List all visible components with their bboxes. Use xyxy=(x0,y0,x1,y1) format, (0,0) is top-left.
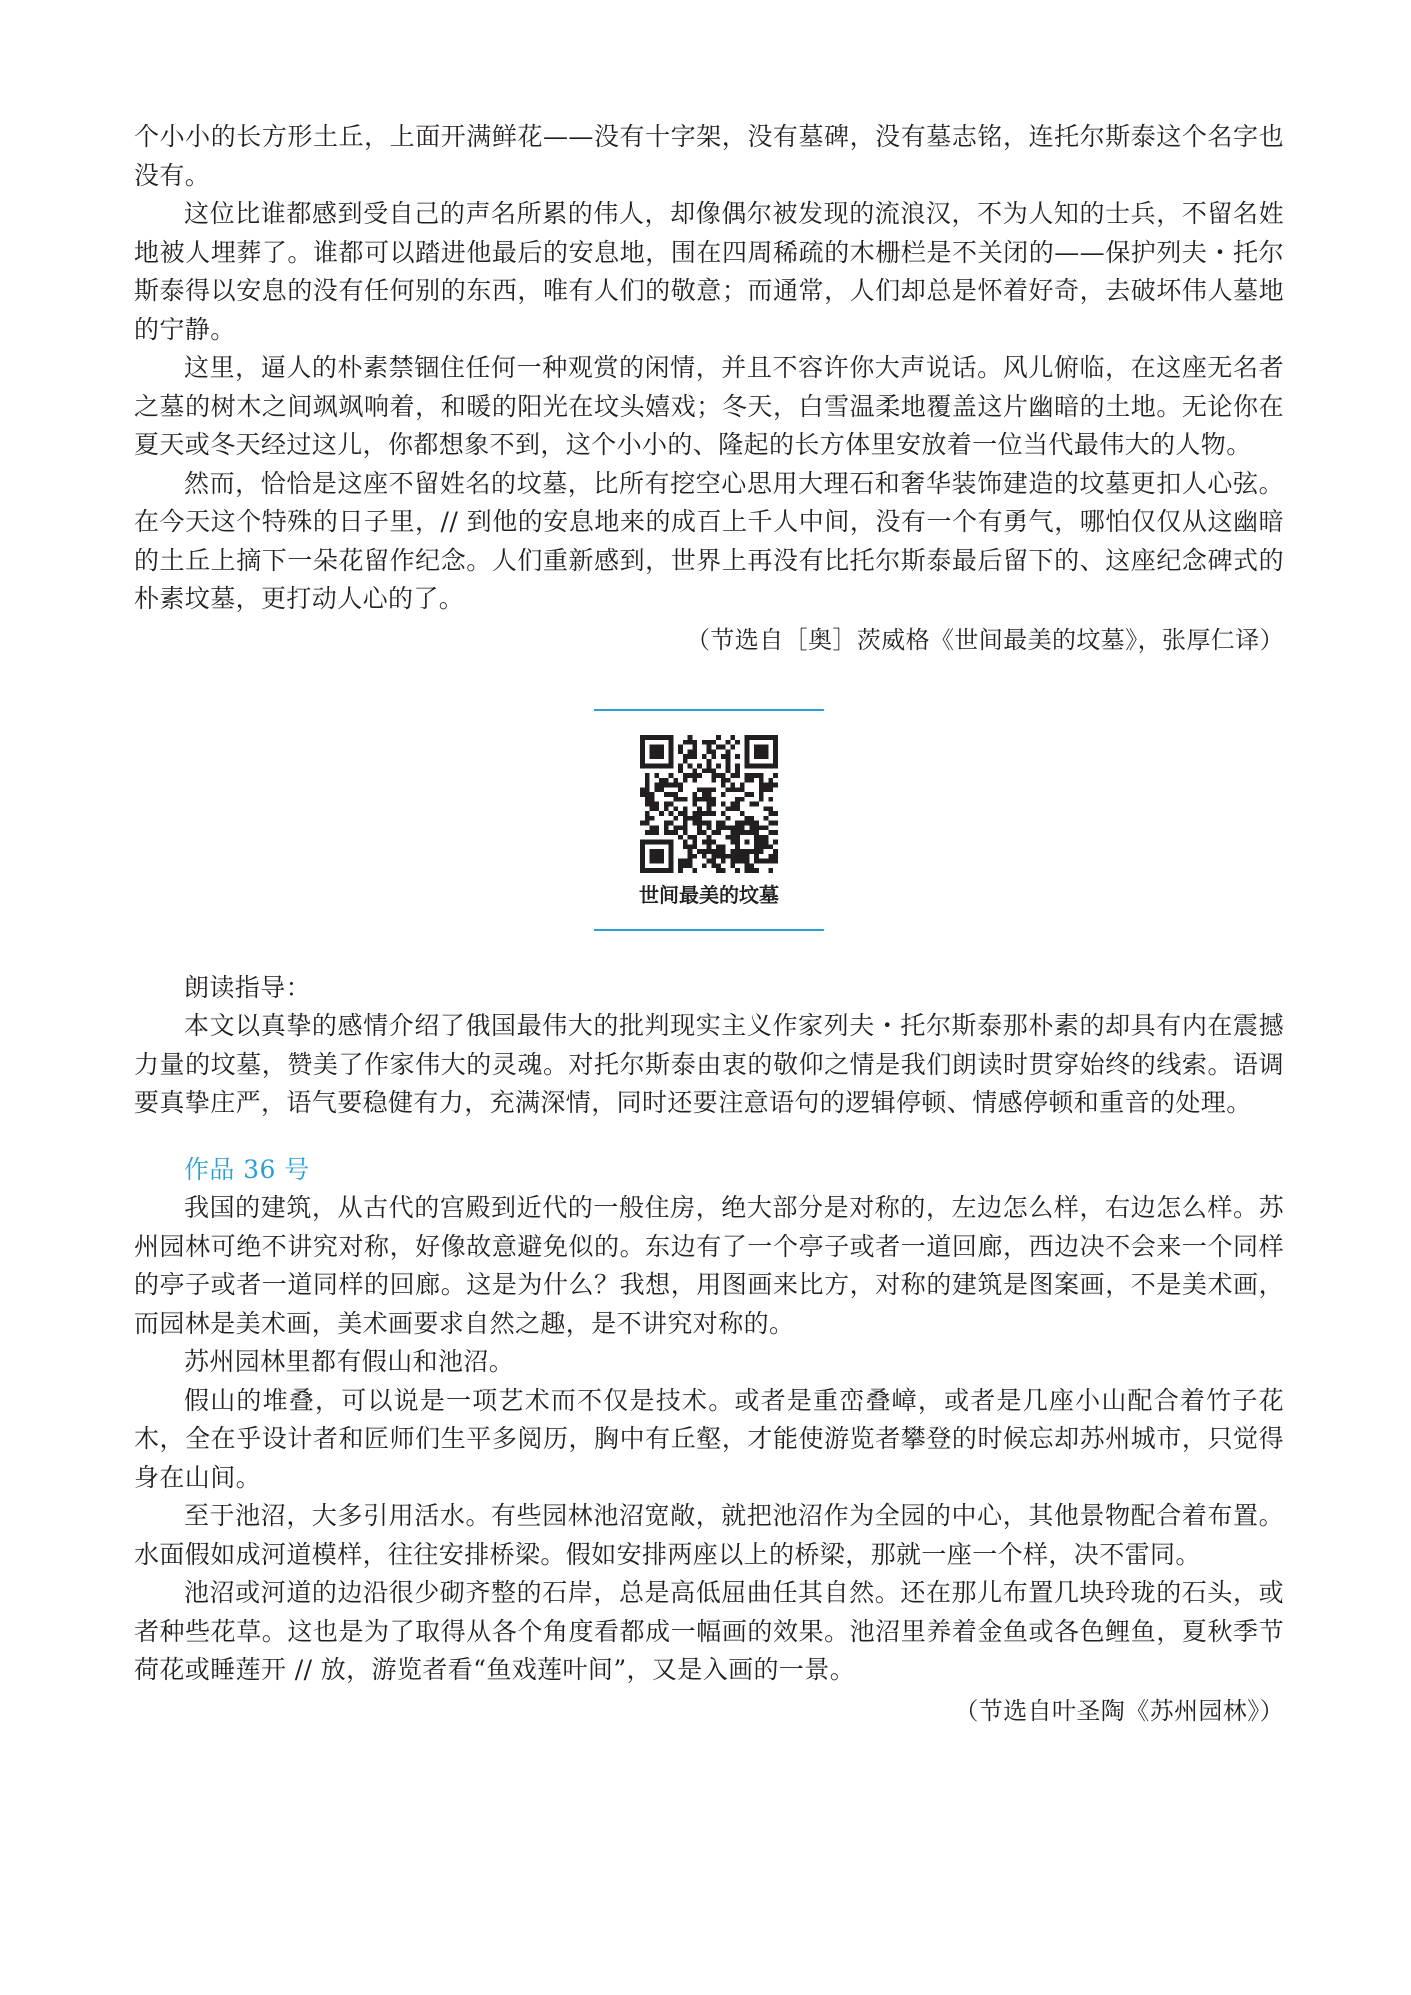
paragraph: 池沼或河道的边沿很少砌齐整的石岸，总是高低屈曲任其自然。还在那儿布置几块玲珑的石头，或者种些花草。这也是为了取得从各个角度看都成一幅画的效果。池沼里养着金鱼或各色鲤鱼，夏秋季节荷花或睡莲开 // 放，游览者看“鱼戏莲叶间”，又是入画的一景。 xyxy=(134,1578,1284,1684)
paragraph: 苏州园林里都有假山和池沼。 xyxy=(184,1347,515,1376)
qr-code-icon[interactable] xyxy=(640,735,778,873)
passage-tolstoy-grave xyxy=(134,118,1284,659)
paragraph: 假山的堆叠，可以说是一项艺术而不仅是技术。或者是重峦叠嶂，或者是几座小山配合着竹子花木，全在乎设计者和匠师们生平多阅历，胸中有丘壑，才能使游览者攀登的时候忘却苏州城市，只觉得身在山间。 xyxy=(134,1385,1284,1492)
source-citation: （节选自［奥］茨威格《世间最美的坟墓》，张厚仁译） xyxy=(686,625,1284,654)
paragraph: 我国的建筑，从古代的宫殿到近代的一般住房，绝大部分是对称的，左边怎么样，右边怎么样。苏州园林可绝不讲究对称，好像故意避免似的。东边有了一个亭子或者一道回廊，西边决不会来一个同样的亭子或者一道同样的回廊。这是为什么？我想，用图画来比方，对称的建筑是图案画，不是美术画，而园林是美术画，美术画要求自然之趣，是不讲究对称的。 xyxy=(134,1193,1284,1338)
qr-code-block xyxy=(594,709,824,931)
qr-bottom-rule xyxy=(594,929,824,931)
reading-guide-title: 朗读指导： xyxy=(184,972,312,1002)
paragraph: 这里，逼人的朴素禁锢住任何一种观赏的闲情，并且不容许你大声说话。风儿俯临，在这座无名者之墓的树木之间飒飒响着，和暖的阳光在坟头嬉戏；冬天，白雪温柔地覆盖这片幽暗的土地。无论你在夏天或冬天经过这儿，你都想象不到，这个小小的、隆起的长方体里安放着一位当代最伟大的人物。 xyxy=(134,353,1284,459)
qr-caption: 世间最美的坟墓 xyxy=(639,882,779,907)
page-content xyxy=(134,118,1284,1730)
qr-top-rule xyxy=(594,709,824,711)
work-title: 作品 36 号 xyxy=(184,1154,310,1184)
passage-suzhou-gardens xyxy=(134,1151,1284,1730)
reading-guide xyxy=(134,969,1284,1123)
paragraph: 然而，恰恰是这座不留姓名的坟墓，比所有挖空心思用大理石和奢华装饰建造的坟墓更扣人心弦。在今天这个特殊的日子里，// 到他的安息地来的成百上千人中间，没有一个有勇气，哪怕仅仅从这幽暗的土丘上摘下一朵花留作纪念。人们重新感到，世界上再没有比托尔斯泰最后留下的、这座纪念碑式的朴素坟墓，更打动人心的了。 xyxy=(134,468,1284,613)
source-citation: （节选自叶圣陶《苏州园林》） xyxy=(954,1696,1284,1725)
reading-guide-body: 本文以真挚的感情介绍了俄国最伟大的批判现实主义作家列夫・托尔斯泰那朴素的却具有内在震撼力量的坟墓，赞美了作家伟大的灵魂。对托尔斯泰由衷的敬仰之情是我们朗读时贯穿始终的线索。语调要真挚庄严，语气要稳健有力，充满深情，同时还要注意语句的逻辑停顿、情感停顿和重音的处理。 xyxy=(134,1011,1284,1117)
paragraph: 个小小的长方形土丘，上面开满鲜花——没有十字架，没有墓碑，没有墓志铭，连托尔斯泰这个名字也没有。 xyxy=(134,122,1284,190)
paragraph: 这位比谁都感到受自己的声名所累的伟人，却像偶尔被发现的流浪汉，不为人知的士兵，不留名姓地被人埋葬了。谁都可以踏进他最后的安息地，围在四周稀疏的木栅栏是不关闭的——保护列夫・托尔斯泰得以安息的没有任何别的东西，唯有人们的敬意；而通常，人们却总是怀着好奇，去破坏伟人墓地的宁静。 xyxy=(134,199,1284,344)
paragraph: 至于池沼，大多引用活水。有些园林池沼宽敞，就把池沼作为全园的中心，其他景物配合着布置。水面假如成河道模样，往往安排桥梁。假如安排两座以上的桥梁，那就一座一个样，决不雷同。 xyxy=(134,1501,1284,1569)
